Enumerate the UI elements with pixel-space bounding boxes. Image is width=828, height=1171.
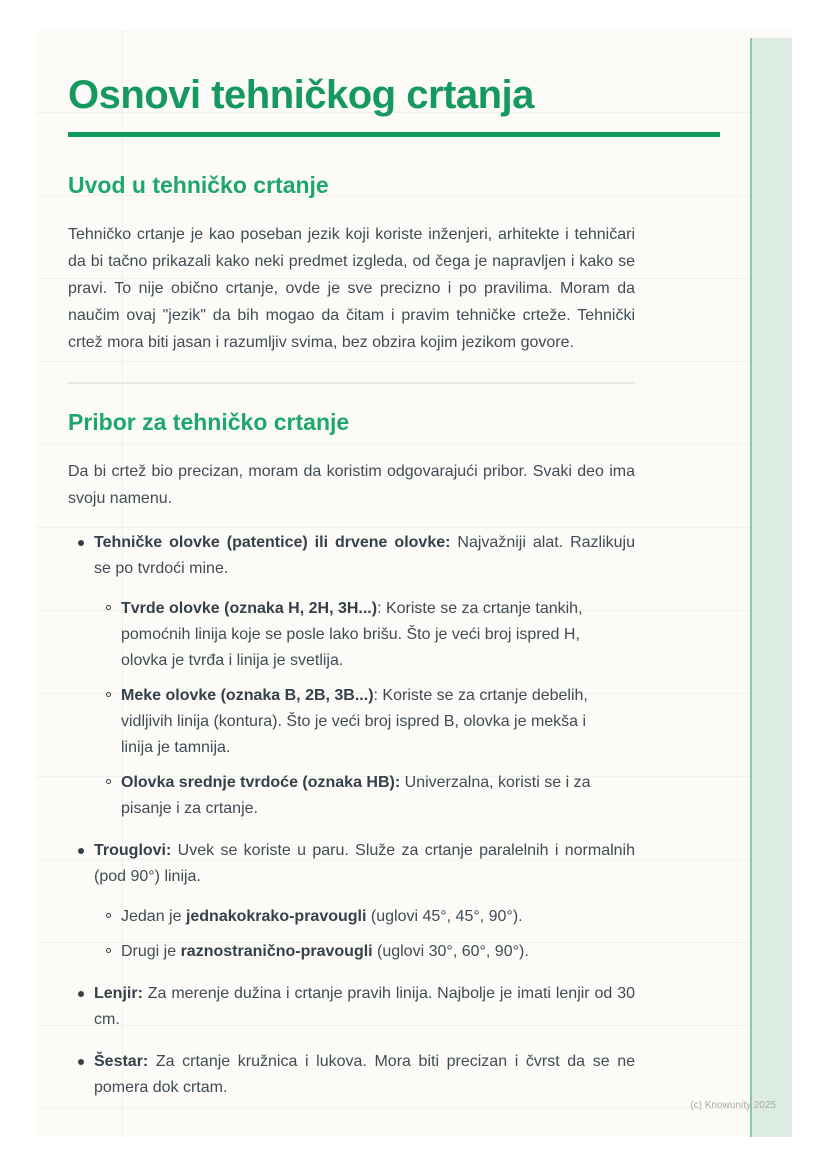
bullet-disc-icon (78, 1059, 84, 1065)
item-lead: Trouglovi: (94, 842, 172, 859)
bullet-disc-icon (78, 848, 84, 854)
sub-list-item (106, 904, 620, 930)
bullet-disc-icon (78, 991, 84, 997)
pribor-paragraph: Da bi crtež bio precizan, moram da koristim odgovarajući pribor. Svaki deo ima svoju namenu. (68, 463, 635, 507)
item-text: : Koriste se za crtanje tankih, pomoćnih linija koje se posle lako brišu. Što je veći broj ispred H, olovka je tvrđa i linija je svetlija. (121, 600, 583, 669)
sub-list-item (106, 683, 620, 761)
list-item (68, 981, 635, 1033)
section-heading-pribor: Pribor za tehničko crtanje (68, 409, 350, 435)
title-underline (68, 132, 720, 137)
item-text: Najvažniji alat. Razlikuju se po tvrdoći mine. (94, 534, 635, 577)
sub-list (106, 904, 635, 965)
item-text: Uvek se koriste u paru. Služe za crtanje paralelnih i normalnih (pod 90°) linija. (94, 842, 635, 885)
list-item-text (94, 981, 635, 1033)
list-item-text (94, 838, 635, 890)
list-item (68, 838, 635, 965)
section-heading-uvod: Uvod u tehničko crtanje (68, 172, 329, 198)
bullet-circle-icon (106, 779, 111, 784)
sub-list-item (106, 939, 620, 965)
list-item (68, 530, 635, 822)
bullet-list (68, 530, 635, 1101)
item-text: Za crtanje kružnica i lukova. Mora biti precizan i čvrst da se ne pomera dok crtam. (94, 1053, 635, 1096)
item-lead: raznostranično-pravougli (180, 943, 373, 960)
document-page (36, 30, 792, 1137)
sub-list-item (106, 596, 620, 674)
list-item-text (94, 530, 635, 582)
item-text: (uglovi 30°, 60°, 90°). (372, 943, 529, 960)
bullet-disc-icon (78, 540, 84, 546)
item-text: : Koriste se za crtanje debelih, vidljivih linija (kontura). Što je veći broj ispred B, olovka je mekša i linija je tamnija. (121, 687, 588, 756)
item-pre: Drugi je (121, 943, 181, 960)
sub-list-item (106, 770, 620, 822)
list-item (68, 1049, 635, 1101)
bullet-circle-icon (106, 692, 111, 697)
item-lead: Šestar: (94, 1053, 149, 1070)
item-lead: Lenjir: (94, 985, 143, 1002)
sub-list (106, 596, 635, 822)
document-content (68, 72, 635, 1101)
bullet-circle-icon (106, 948, 111, 953)
item-lead: jednakokrako-pravougli (185, 908, 367, 925)
item-lead: Tehničke olovke (patentice) ili drvene olovke: (94, 534, 451, 551)
decorative-side-band (750, 38, 792, 1137)
bullet-circle-icon (106, 913, 111, 918)
item-lead: Olovka srednje tvrdoće (oznaka HB): (121, 774, 401, 791)
item-text: (uglovi 45°, 45°, 90°). (366, 908, 523, 925)
bullet-circle-icon (106, 605, 111, 610)
item-lead: Meke olovke (oznaka B, 2B, 3B...) (121, 687, 374, 704)
section-divider (68, 382, 635, 384)
item-pre: Jedan je (121, 908, 186, 925)
intro-paragraph: Tehničko crtanje je kao poseban jezik koji koriste inženjeri, arhitekte i tehničari da bi tačno prikazali kako neki predmet izgleda, od čega je napravljen i kako se pravi. To nije obično crtanje, ovde je sve precizno i po pravilima. Moram da naučim ovaj "jezik" da bih mogao da čitam i pravim tehničke crteže. Tehnički crtež mora biti jasan i razumljiv svima, bez obzira kojim jezikom govore. (68, 226, 635, 351)
item-text: Univerzalna, koristi se i za pisanje i za crtanje. (121, 774, 591, 817)
copyright-note: (c) Knowunity 2025 (690, 1100, 776, 1111)
page-title: Osnovi tehničkog crtanja (68, 73, 534, 117)
item-text: Za merenje dužina i crtanje pravih linija. Najbolje je imati lenjir od 30 cm. (94, 985, 635, 1028)
item-lead: Tvrde olovke (oznaka H, 2H, 3H...) (121, 600, 378, 617)
list-item-text (94, 1049, 635, 1101)
